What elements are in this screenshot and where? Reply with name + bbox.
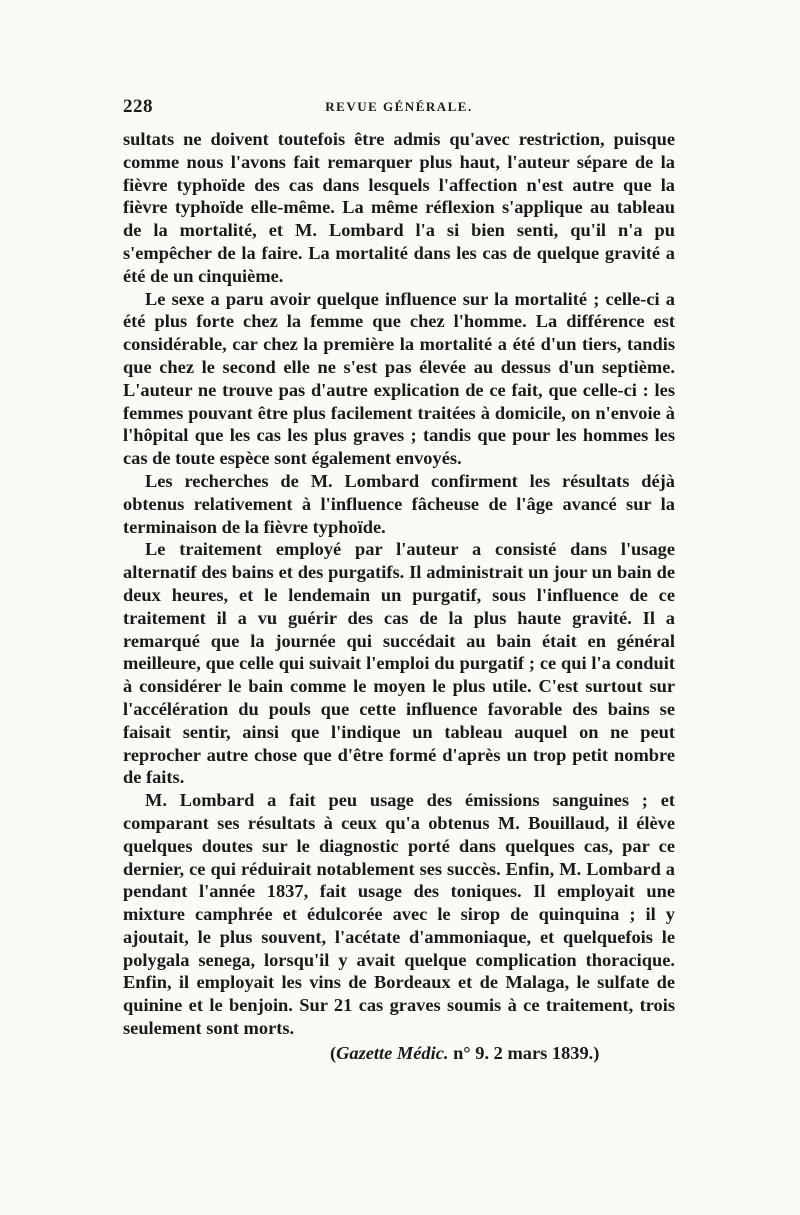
body-text: [123, 128, 675, 1040]
page-header: [123, 96, 675, 122]
citation-open: (: [330, 1043, 337, 1063]
running-title: REVUE GÉNÉRALE.: [325, 99, 473, 114]
paragraph-treatment: Le traitement employé par l'auteur a consisté dans l'usage alternatif des bains et des purgatifs. Il administrait un jour un bain de deux heures, et le lendemain un purgatif, sous l'influence de ce traitement il a vu guérir des cas de la plus haute gravité. Il a remarqué que la journée qui succédait au bain était en général meilleure, que celle qui suivait l'emploi du purgatif ; ce qui l'a conduit à considérer le bain comme le moyen le plus utile. C'est surtout sur l'accélération du pouls que cette influence favorable des bains se faisait sentir, ainsi que l'indique un tableau auquel on ne peut reprocher autre chose que d'être formé d'après un trop petit nombre de faits.: [123, 539, 675, 788]
citation-journal: Gazette Médic.: [336, 1043, 449, 1063]
paragraph-bloodletting-tonics: M. Lombard a fait peu usage des émissions sanguines ; et comparant ses résultats à ceux qu'a obtenus M. Bouillaud, il élève quelques doutes sur le diagnostic porté dans quelques cas, par ce dernier, ce qui réduirait notablement ses succès. Enfin, M. Lombard a pendant l'année 1837, fait usage des toniques. Il employait une mixture camphrée et édulcorée avec le sirop de quinquina ; il y ajoutait, le plus souvent, l'acétate d'ammoniaque, et quelquefois le polygala senega, lorsqu'il y avait quelque complication thoracique. Enfin, il employait les vins de Bordeaux et de Malaga, le sulfate de quinine et le benjoin. Sur 21 cas graves soumis à ce traitement, trois seulement sont morts.: [123, 790, 675, 1039]
paragraph-age-influence: Les recherches de M. Lombard confirment les résultats déjà obtenus relativement à l'influence fâcheuse de l'âge avancé sur la terminaison de la fièvre typhoïde.: [123, 470, 675, 537]
citation-details: n° 9. 2 mars 1839.): [448, 1043, 600, 1063]
page-number: 228: [123, 96, 153, 117]
citation: [330, 1043, 599, 1064]
paragraph-continuation: sultats ne doivent toutefois être admis qu'avec restriction, puisque comme nous l'avons fait remarquer plus haut, l'auteur sépare de la fièvre typhoïde des cas dans lesquels l'affection n'est autre que la fièvre typhoïde elle-même. La même réflexion s'applique au tableau de la mortalité, et M. Lombard l'a si bien senti, qu'il n'a pu s'empêcher de la faire. La mortalité dans les cas de quelque gravité a été de un cinquième.: [123, 129, 675, 286]
paragraph-sex-mortality: Le sexe a paru avoir quelque influence sur la mortalité ; celle-ci a été plus forte chez la femme que chez l'homme. La différence est considérable, car chez la première la mortalité a été d'un tiers, tandis que chez le second elle ne s'est pas élevée au dessus d'un septième. L'auteur ne trouve pas d'autre explication de ce fait, que celle-ci : les femmes pouvant être plus facilement traitées à domicile, on n'envoie à l'hôpital que les cas les plus graves ; tandis que pour les hommes les cas de toute espèce sont également envoyés.: [123, 288, 675, 469]
